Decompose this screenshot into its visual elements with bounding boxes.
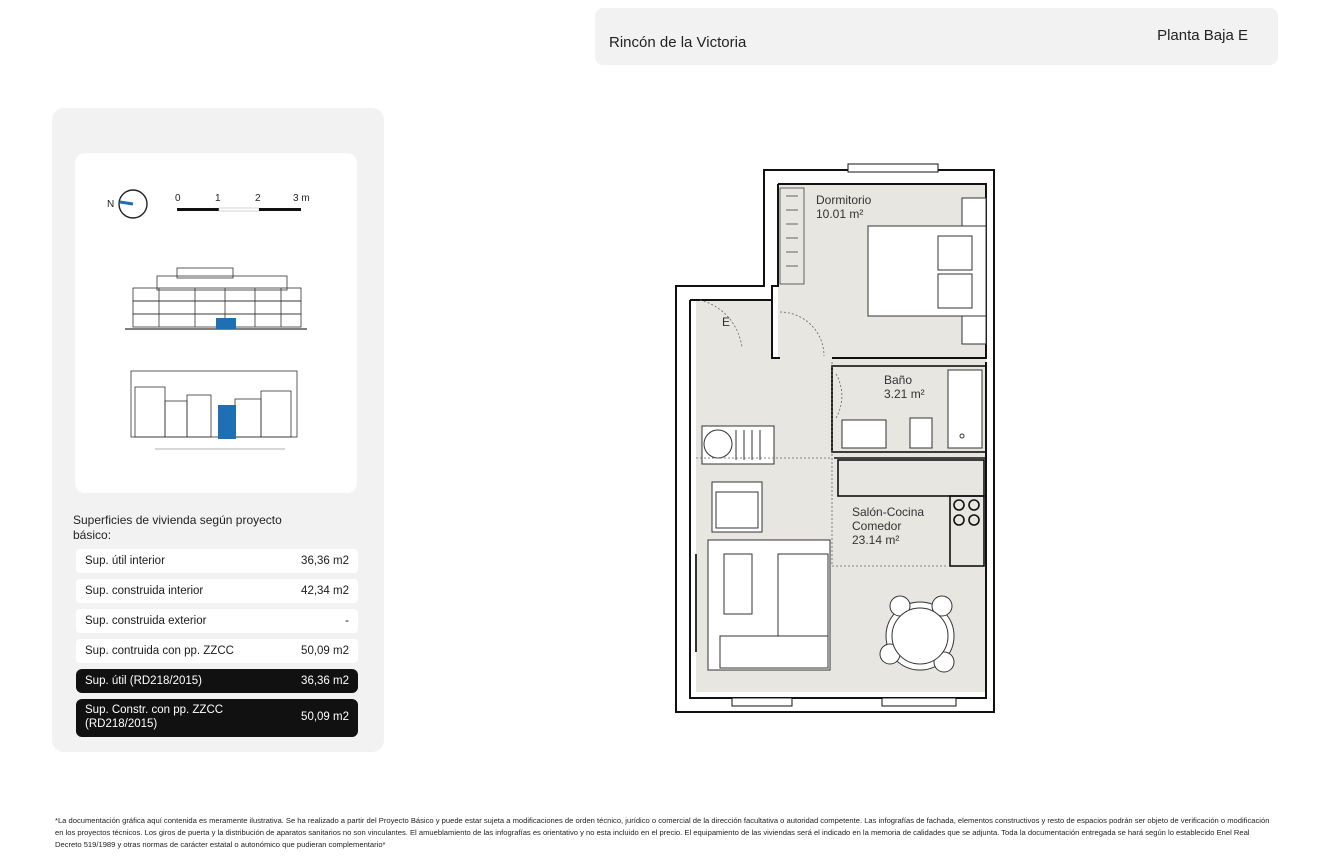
scale-bar bbox=[175, 193, 310, 211]
location-name: Rincón de la Victoria bbox=[609, 34, 747, 51]
info-panel bbox=[52, 108, 384, 752]
surface-value: 36,36 m2 bbox=[301, 555, 349, 567]
header-bar bbox=[595, 8, 1278, 65]
surface-row bbox=[76, 549, 358, 573]
room-label-bedroom bbox=[816, 193, 871, 221]
floor-plan-drawing bbox=[672, 162, 1002, 714]
scale-tick: 2 bbox=[255, 193, 261, 204]
unit-highlight-plan bbox=[218, 405, 236, 439]
surfaces-title: Superficies de vivienda según proyecto básico: bbox=[73, 513, 282, 542]
surface-label: Sup. contruida con pp. ZZCC bbox=[85, 645, 234, 657]
surface-row-highlight bbox=[76, 699, 358, 737]
building-elevation bbox=[125, 268, 307, 329]
room-name: Salón-Cocina Comedor bbox=[852, 505, 925, 533]
unit-highlight-elevation bbox=[216, 318, 236, 329]
surfaces-table bbox=[76, 549, 358, 743]
legal-disclaimer: *La documentación gráfica aquí contenida es meramente ilustrativa. Se ha realizado a partir del Proyecto Básico y puede estar sujeta a modificaciones de orden técnico, jurídico o comercial de la dirección facultativa o autoridad competente. Las infografías de fachada, elementos constructivos y resto de espacios podrán ser objeto de verificación o modificación en los proyectos técnicos. Los giros de puerta y la distribución de aparatos sanitarios no son vinculantes. El amueblamiento de las infografías es orientativo y no esta incluido en el precio. El equipamiento de las viviendas será el indicado en la memoria de calidades que se adjunta. Toda la documentación entregada se hará según lo establecido Enel Real Decreto 519/1989 y otras normas de carácter estatal o autonómico que pudieran complementario* bbox=[55, 816, 1270, 849]
room-label-entry: E bbox=[722, 315, 731, 329]
compass-icon bbox=[107, 190, 147, 218]
room-area: 23.14 m² bbox=[852, 533, 900, 547]
surface-label: Sup. útil (RD218/2015) bbox=[85, 675, 202, 687]
surface-value: 50,09 m2 bbox=[301, 711, 349, 723]
location-diagrams bbox=[75, 153, 357, 493]
surface-label: Sup. Constr. con pp. ZZCC (RD218/2015) bbox=[85, 704, 224, 730]
room-area: 10.01 m² bbox=[816, 207, 864, 221]
floor-plan bbox=[672, 162, 1002, 719]
surface-label: Sup. construida exterior bbox=[85, 615, 207, 627]
surface-value: 42,34 m2 bbox=[301, 585, 349, 597]
scale-tick: 3 m bbox=[293, 193, 310, 204]
site-plan bbox=[131, 371, 297, 449]
surface-label: Sup. útil interior bbox=[85, 555, 165, 567]
scale-tick: 1 bbox=[215, 193, 221, 204]
surface-value: 50,09 m2 bbox=[301, 645, 349, 657]
north-label: N bbox=[107, 199, 115, 210]
surface-row bbox=[76, 609, 358, 633]
location-card bbox=[75, 153, 357, 493]
surface-row-highlight bbox=[76, 669, 358, 693]
unit-name: Planta Baja E bbox=[1157, 27, 1248, 44]
room-label-bathroom bbox=[884, 373, 925, 401]
surface-row bbox=[76, 579, 358, 603]
room-label-living bbox=[852, 505, 948, 547]
surface-value: 36,36 m2 bbox=[301, 675, 349, 687]
surface-value: - bbox=[345, 615, 349, 627]
room-name: Baño bbox=[884, 373, 913, 387]
surface-row bbox=[76, 639, 358, 663]
room-name: Dormitorio bbox=[816, 193, 872, 207]
surface-label: Sup. construida interior bbox=[85, 585, 204, 597]
room-area: 3.21 m² bbox=[884, 387, 925, 401]
scale-tick: 0 bbox=[175, 193, 181, 204]
